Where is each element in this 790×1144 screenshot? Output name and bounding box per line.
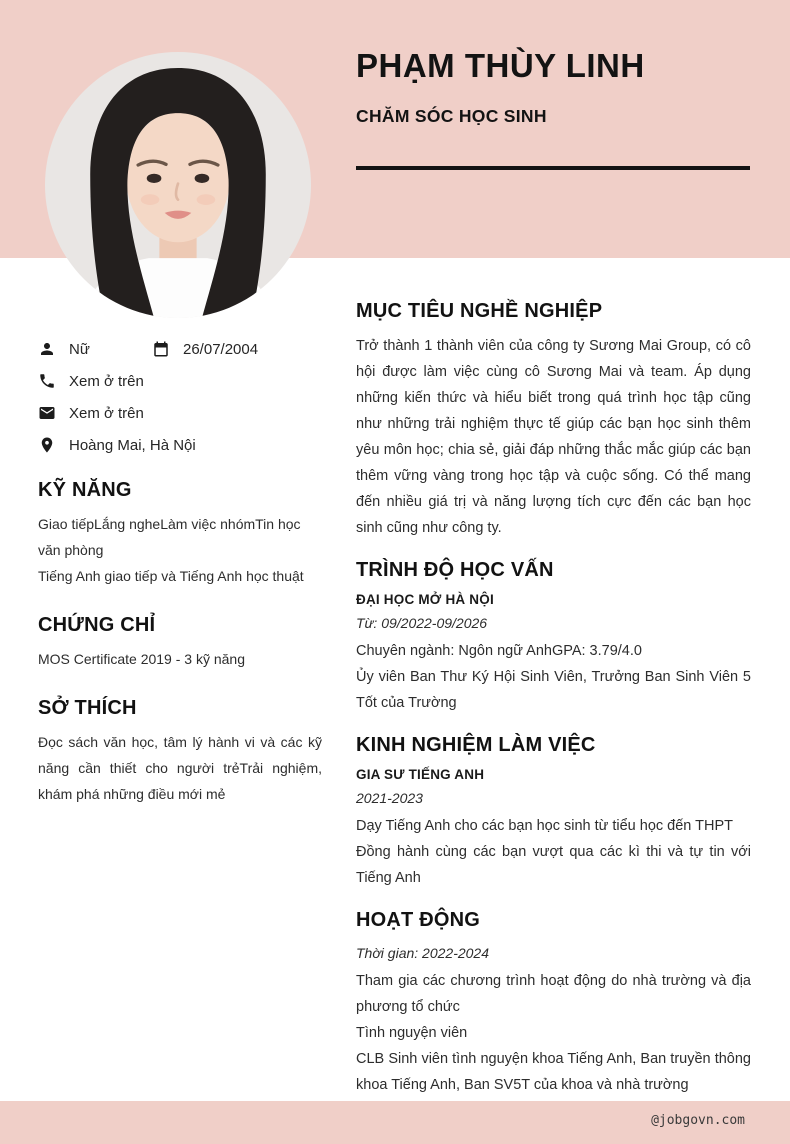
contact-gender <box>38 340 152 358</box>
contact-row-gender-birthday <box>38 340 322 358</box>
job-title: CHĂM SÓC HỌC SINH <box>356 106 547 126</box>
location-icon <box>38 436 56 454</box>
sidebar-column <box>38 340 322 807</box>
phone-value: Xem ở trên <box>69 372 144 390</box>
experience-detail-1: Dạy Tiếng Anh cho các bạn học sinh từ tiểu học đến THPT <box>356 818 733 834</box>
education-detail-2: Ủy viên Ban Thư Ký Hội Sinh Viên, Trưởng Ban Sinh Viên 5 Tốt của Trường <box>356 669 751 711</box>
phone-icon <box>38 372 56 390</box>
activities-heading: HOẠT ĐỘNG <box>356 909 481 931</box>
birthday-value: 26/07/2004 <box>183 340 259 358</box>
candidate-name: PHẠM THÙY LINH <box>356 47 645 84</box>
contact-row-email <box>38 404 322 422</box>
experience-detail-2: Đồng hành cùng các bạn vượt qua các kì thi và tự tin với Tiếng Anh <box>356 844 751 886</box>
email-value: Xem ở trên <box>69 404 144 422</box>
person-icon <box>38 340 56 358</box>
objective-heading: MỤC TIÊU NGHỀ NGHIỆP <box>356 300 603 322</box>
skills-line-2: Tiếng Anh giao tiếp và Tiếng Anh học thuật <box>38 568 304 584</box>
activities-time: Thời gian: 2022-2024 <box>356 945 489 961</box>
header-divider <box>356 166 750 170</box>
education-time: Từ: 09/2022-09/2026 <box>356 615 488 631</box>
skills-heading: KỸ NĂNG <box>38 479 132 501</box>
contact-birthday <box>152 340 258 358</box>
experience-heading: KINH NGHIỆM LÀM VIỆC <box>356 734 596 756</box>
contact-address <box>38 436 196 454</box>
address-value: Hoàng Mai, Hà Nội <box>69 436 196 454</box>
gender-value: Nữ <box>69 340 90 358</box>
contact-row-phone <box>38 372 322 390</box>
activities-detail-3: CLB Sinh viên tình nguyện khoa Tiếng Anh, Ban truyền thông khoa Tiếng Anh, Ban SV5T của khoa và nhà trường <box>356 1051 751 1093</box>
email-icon <box>38 404 56 422</box>
certificates-line-1: MOS Certificate 2019 - 3 kỹ năng <box>38 651 245 667</box>
education-detail-1: Chuyên ngành: Ngôn ngữ AnhGPA: 3.79/4.0 <box>356 643 642 659</box>
contact-row-address <box>38 436 322 454</box>
calendar-icon <box>152 340 170 358</box>
footer-bar <box>0 1101 790 1144</box>
activities-detail-1: Tham gia các chương trình hoạt động do nhà trường và địa phương tổ chức <box>356 973 751 1015</box>
watermark: @jobgovn.com <box>651 1113 745 1128</box>
skills-line-1: Giao tiếpLắng ngheLàm việc nhómTin học văn phòng <box>38 516 301 558</box>
hobbies-heading: SỞ THÍCH <box>38 697 137 719</box>
profile-photo <box>45 52 311 318</box>
main-column <box>356 300 751 1098</box>
certificates-heading: CHỨNG CHỈ <box>38 614 156 636</box>
profile-photo-illustration <box>45 52 311 318</box>
header-text-block <box>356 46 751 127</box>
education-school: ĐẠI HỌC MỞ HÀ NỘI <box>356 592 494 607</box>
activities-detail-2: Tình nguyện viên <box>356 1025 468 1041</box>
experience-time: 2021-2023 <box>356 790 423 806</box>
hobbies-line-1: Đọc sách văn học, tâm lý hành vi và các kỹ năng cần thiết cho người trẻTrải nghiệm, khám phá những điều mới mẻ <box>38 734 322 802</box>
education-heading: TRÌNH ĐỘ HỌC VẤN <box>356 559 554 581</box>
contact-phone <box>38 372 144 390</box>
experience-role: GIA SƯ TIẾNG ANH <box>356 767 485 782</box>
objective-body: Trở thành 1 thành viên của công ty Sương Mai Group, có cô hội được làm việc cùng cô Sương Mai và team. Áp dụng những kiến thức và hiểu biết trong quá trình học tập cũng như những trải nghiệm thực tế giúp các bạn học sinh thêm yêu môn học; chia sẻ, giải đáp những thắc mắc giúp các bạn thêm vững vàng trong học tập và cuộc sống. Có thể mang đến nhiều giá trị và năng lượng tích cực đến các bạn học sinh cũng như công ty. <box>356 338 751 536</box>
contact-email <box>38 404 144 422</box>
